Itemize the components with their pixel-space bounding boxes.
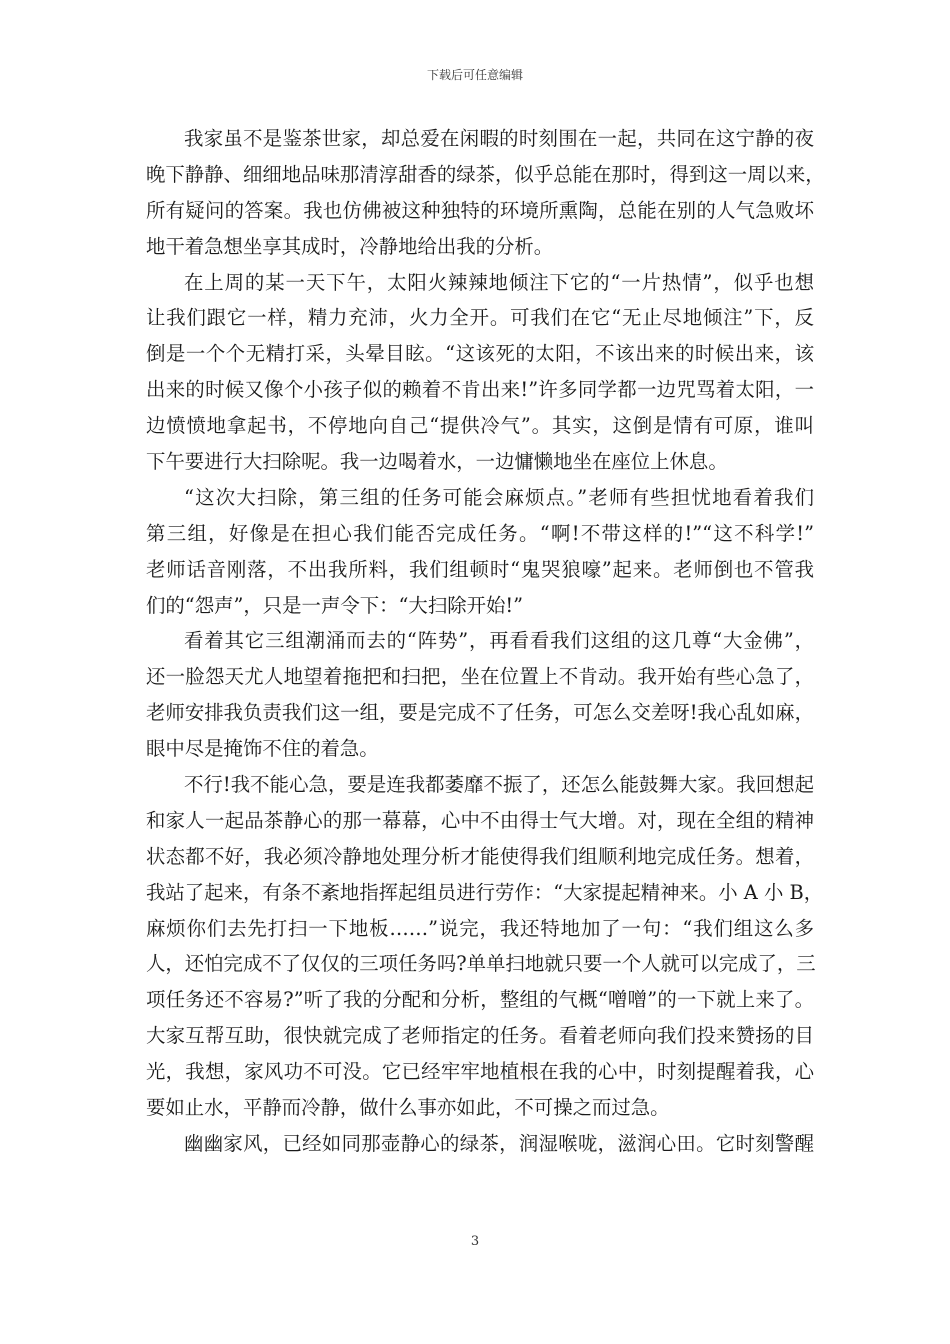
text-line: 我家虽不是鉴茶世家，却总爱在闲暇的时刻围在一起，共同在这宁静的夜 — [184, 127, 814, 150]
text-line: 幽幽家风，已经如同那壶静心的绿茶，润湿喉咙，滋润心田。它时刻警醒 — [184, 1131, 814, 1155]
text-line: 我站了起来，有条不紊地指挥起组员进行劳作：“大家提起精神来。小 A 小 B， — [146, 880, 824, 904]
text-line: 人，还怕完成不了仅仅的三项任务吗?单单扫地就只要一个人就可以完成了，三 — [146, 952, 816, 976]
text-line: 让我们跟它一样，精力充沛，火力全开。可我们在它“无止尽地倾注”下，反 — [146, 306, 814, 330]
text-line: 倒是一个个无精打采，头晕目眩。“这该死的太阳，不该出来的时候出来，该 — [146, 342, 814, 366]
text-line: 们的“怨声”，只是一声令下：“大扫除开始!” — [146, 593, 524, 617]
text-line: 老师话音刚落，不出我所料，我们组顿时“鬼哭狼嚎”起来。老师倒也不管我 — [146, 557, 814, 581]
text-line: 要如止水，平静而冷静，做什么事亦如此，不可操之而过急。 — [146, 1096, 670, 1120]
paragraph-1 — [146, 121, 825, 265]
paragraph-5 — [146, 767, 824, 1126]
text-line: 和家人一起品茶静心的那一幕幕，心中不由得士气大增。对，现在全组的精神 — [146, 808, 814, 832]
text-line: 所有疑问的答案。我也仿佛被这种独特的环境所熏陶，总能在别的人气急败坏 — [146, 198, 814, 222]
text-line: 不行!我不能心急，要是连我都萎靡不振了，还怎么能鼓舞大家。我回想起 — [184, 773, 814, 797]
text-line: 光，我想，家风功不可没。它已经牢牢地植根在我的心中，时刻提醒着我，心 — [146, 1060, 814, 1084]
text-line: 在上周的某一天下午，太阳火辣辣地倾注下它的“一片热情”，似乎也想 — [184, 270, 814, 294]
text-line: 地干着急想坐享其成时，冷静地给出我的分析。 — [146, 234, 554, 258]
text-line: 还一脸怨天尤人地望着拖把和扫把，坐在位置上不肯动。我开始有些心急了， — [146, 665, 814, 689]
page-header: 下载后可任意编辑 — [426, 68, 523, 82]
paragraph-4 — [146, 623, 814, 767]
text-line: 状态都不好，我必须冷静地处理分析才能使得我们组顺利地完成任务。想着， — [146, 844, 814, 868]
paragraph-2 — [146, 265, 814, 480]
body-text — [146, 121, 825, 1162]
paragraph-3 — [146, 480, 814, 624]
text-line: 晚下静静、细细地品味那清淳甜香的绿茶，似乎总能在那时，得到这一周以来， — [146, 162, 825, 186]
text-line: 项任务还不容易?”听了我的分配和分析，整组的气概“噌噌”的一下就上来了。 — [146, 988, 814, 1012]
text-line: “这次大扫除，第三组的任务可能会麻烦点。”老师有些担忧地看着我们 — [184, 485, 814, 509]
text-line: 眼中尽是掩饰不住的着急。 — [146, 737, 379, 761]
text-line: 老师安排我负责我们这一组，要是完成不了任务，可怎么交差呀!我心乱如麻， — [146, 701, 814, 725]
text-line: 第三组，好像是在担心我们能否完成任务。“啊!不带这样的!”“这不科学!” — [146, 521, 814, 545]
page-number: 3 — [470, 1234, 480, 1249]
text-line: 下午要进行大扫除呢。我一边喝着水，一边慵懒地坐在座位上休息。 — [146, 450, 728, 474]
text-line: 出来的时候又像个小孩子似的赖着不肯出来!”许多同学都一边咒骂着太阳，一 — [146, 378, 814, 402]
text-line: 看着其它三组潮涌而去的“阵势”，再看看我们这组的这几尊“大金佛”， — [184, 629, 814, 653]
text-line: 边愤愤地拿起书，不停地向自己“提供冷气”。其实，这倒是情有可原，谁叫 — [146, 414, 814, 438]
paragraph-6 — [146, 1126, 814, 1162]
text-line: 麻烦你们去先打扫一下地板……”说完，我还特地加了一句：“我们组这么多 — [146, 916, 814, 940]
text-line: 大家互帮互助，很快就完成了老师指定的任务。看着老师向我们投来赞扬的目 — [146, 1024, 814, 1048]
